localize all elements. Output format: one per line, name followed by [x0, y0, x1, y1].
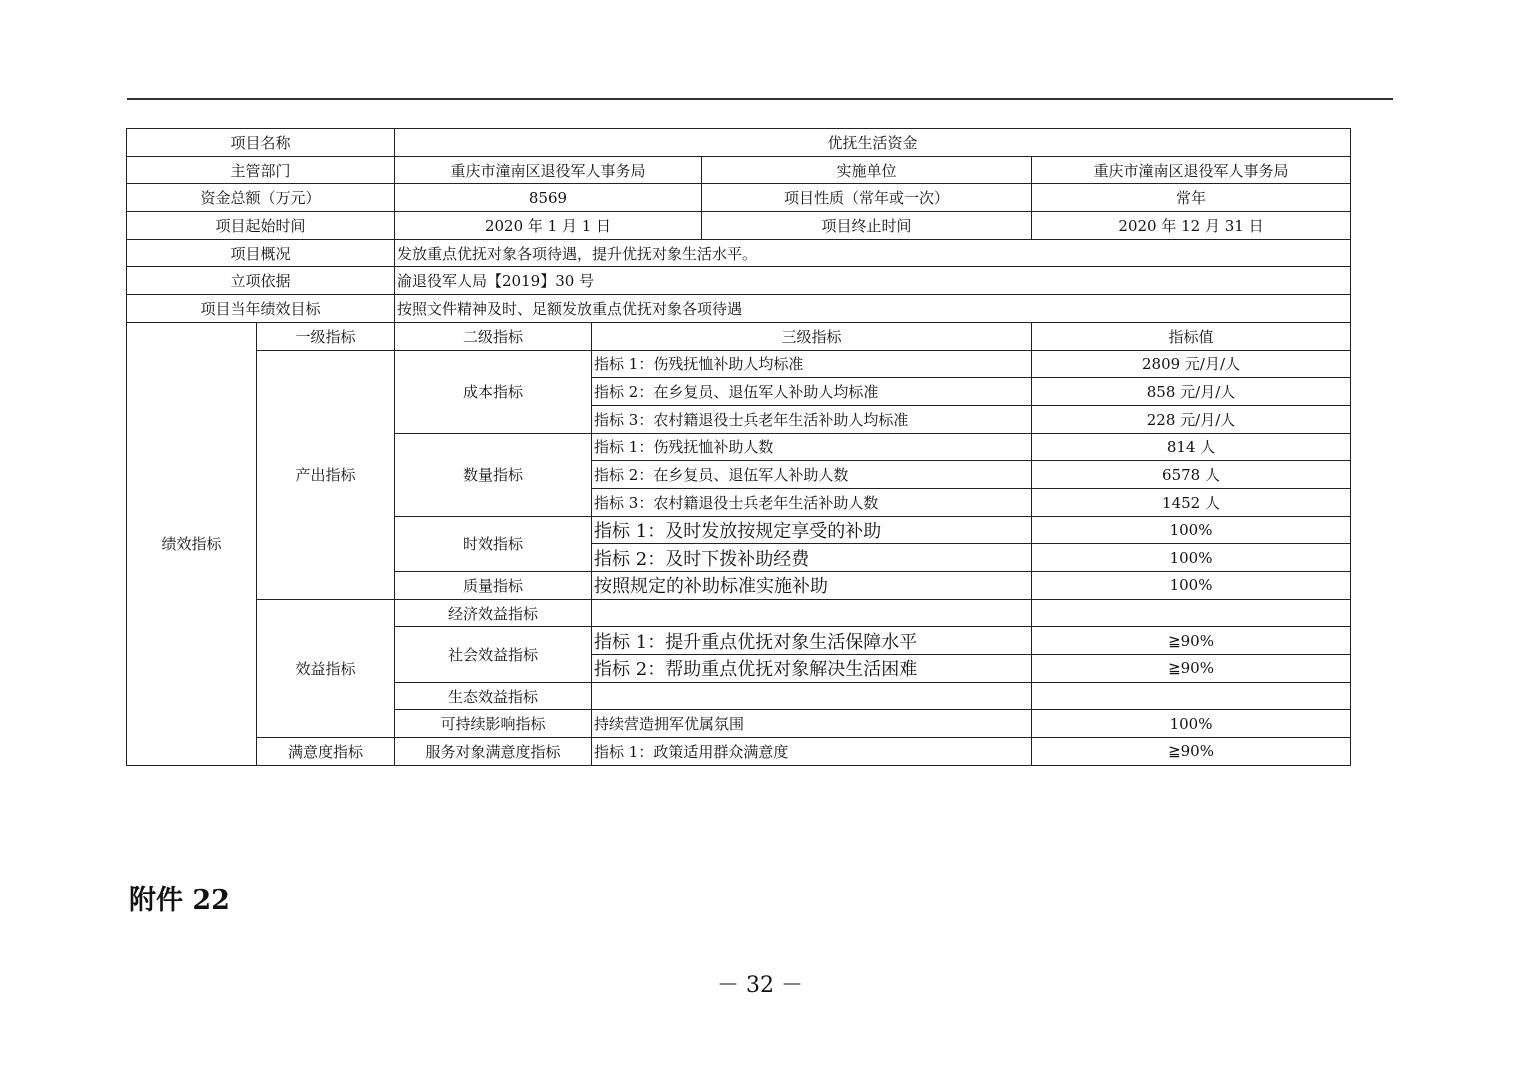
indicator-name: 指标 3：农村籍退役士兵老年生活补助人数	[592, 488, 1032, 516]
goal-label: 项目当年绩效目标	[127, 295, 395, 323]
indicator-name: 指标 1：伤残抚恤补助人数	[592, 433, 1032, 461]
col-value: 指标值	[1032, 322, 1351, 350]
indicator-name: 指标 1：伤残抚恤补助人均标准	[592, 350, 1032, 378]
indicator-value: ≧90%	[1032, 738, 1351, 766]
col-level3: 三级指标	[592, 322, 1032, 350]
benefit-label: 效益指标	[257, 599, 395, 737]
goal-value: 按照文件精神及时、足额发放重点优抚对象各项待遇	[395, 295, 1351, 323]
indicator-name	[592, 682, 1032, 710]
col-level1: 一级指标	[257, 322, 395, 350]
indicator-name: 指标 3：农村籍退役士兵老年生活补助人均标准	[592, 405, 1032, 433]
attachment-heading: 附件 22	[129, 885, 230, 916]
nature-label: 项目性质（常年或一次）	[702, 184, 1032, 212]
social-label: 社会效益指标	[395, 627, 592, 682]
indicator-name: 指标 2：在乡复员、退伍军人补助人数	[592, 461, 1032, 489]
table-row	[127, 129, 1351, 157]
indicator-value: 6578 人	[1032, 461, 1351, 489]
indicator-name: 指标 1：提升重点优抚对象生活保障水平	[592, 627, 1032, 655]
indicator-name: 指标 1：及时发放按规定享受的补助	[592, 516, 1032, 544]
indicator-value: 1452 人	[1032, 488, 1351, 516]
quantity-label: 数量指标	[395, 433, 592, 516]
overview-label: 项目概况	[127, 239, 395, 267]
table-row	[127, 184, 1351, 212]
indicator-name: 指标 2：及时下拨补助经费	[592, 544, 1032, 572]
indicator-value: 228 元/月/人	[1032, 405, 1351, 433]
page-number: － 32 －	[717, 973, 803, 998]
table-row	[127, 156, 1351, 184]
fund-label: 资金总额（万元）	[127, 184, 395, 212]
table-row	[127, 738, 1351, 766]
indicator-value: 2809 元/月/人	[1032, 350, 1351, 378]
impl-value: 重庆市潼南区退役军人事务局	[1032, 156, 1351, 184]
fund-value: 8569	[395, 184, 702, 212]
cost-label: 成本指标	[395, 350, 592, 433]
table-row	[127, 350, 1351, 378]
start-value: 2020 年 1 月 1 日	[395, 212, 702, 240]
indicator-value: ≧90%	[1032, 627, 1351, 655]
table-row	[127, 295, 1351, 323]
table-row	[127, 599, 1351, 627]
end-label: 项目终止时间	[702, 212, 1032, 240]
satisfaction-sub-label: 服务对象满意度指标	[395, 738, 592, 766]
project-name-value: 优抚生活资金	[395, 129, 1351, 157]
end-value: 2020 年 12 月 31 日	[1032, 212, 1351, 240]
header-rule	[127, 98, 1393, 100]
indicator-name: 持续营造拥军优属氛围	[592, 710, 1032, 738]
indicator-value: 858 元/月/人	[1032, 378, 1351, 406]
indicator-name: 按照规定的补助标准实施补助	[592, 572, 1032, 600]
indicator-value: 100%	[1032, 544, 1351, 572]
indicator-value	[1032, 682, 1351, 710]
start-label: 项目起始时间	[127, 212, 395, 240]
sustainable-label: 可持续影响指标	[395, 710, 592, 738]
nature-value: 常年	[1032, 184, 1351, 212]
indicator-name: 指标 1：政策适用群众满意度	[592, 738, 1032, 766]
indicator-value: 100%	[1032, 710, 1351, 738]
overview-value: 发放重点优抚对象各项待遇，提升优抚对象生活水平。	[395, 239, 1351, 267]
basis-label: 立项依据	[127, 267, 395, 295]
project-performance-table	[126, 128, 1351, 766]
dept-label: 主管部门	[127, 156, 395, 184]
output-label: 产出指标	[257, 350, 395, 599]
indicator-name: 指标 2：帮助重点优抚对象解决生活困难	[592, 655, 1032, 683]
col-level2: 二级指标	[395, 322, 592, 350]
dept-value: 重庆市潼南区退役军人事务局	[395, 156, 702, 184]
indicator-name	[592, 599, 1032, 627]
economic-label: 经济效益指标	[395, 599, 592, 627]
indicator-value: 100%	[1032, 516, 1351, 544]
table-row	[127, 322, 1351, 350]
satisfaction-label: 满意度指标	[257, 738, 395, 766]
indicator-value: 814 人	[1032, 433, 1351, 461]
table-row	[127, 239, 1351, 267]
indicator-value	[1032, 599, 1351, 627]
perf-label: 绩效指标	[127, 322, 257, 765]
indicator-name: 指标 2：在乡复员、退伍军人补助人均标准	[592, 378, 1032, 406]
quality-label: 质量指标	[395, 572, 592, 600]
indicator-value: 100%	[1032, 572, 1351, 600]
table-row	[127, 212, 1351, 240]
ecological-label: 生态效益指标	[395, 682, 592, 710]
indicator-value: ≧90%	[1032, 655, 1351, 683]
impl-label: 实施单位	[702, 156, 1032, 184]
timeliness-label: 时效指标	[395, 516, 592, 571]
basis-value: 渝退役军人局【2019】30 号	[395, 267, 1351, 295]
project-name-label: 项目名称	[127, 129, 395, 157]
table-row	[127, 267, 1351, 295]
